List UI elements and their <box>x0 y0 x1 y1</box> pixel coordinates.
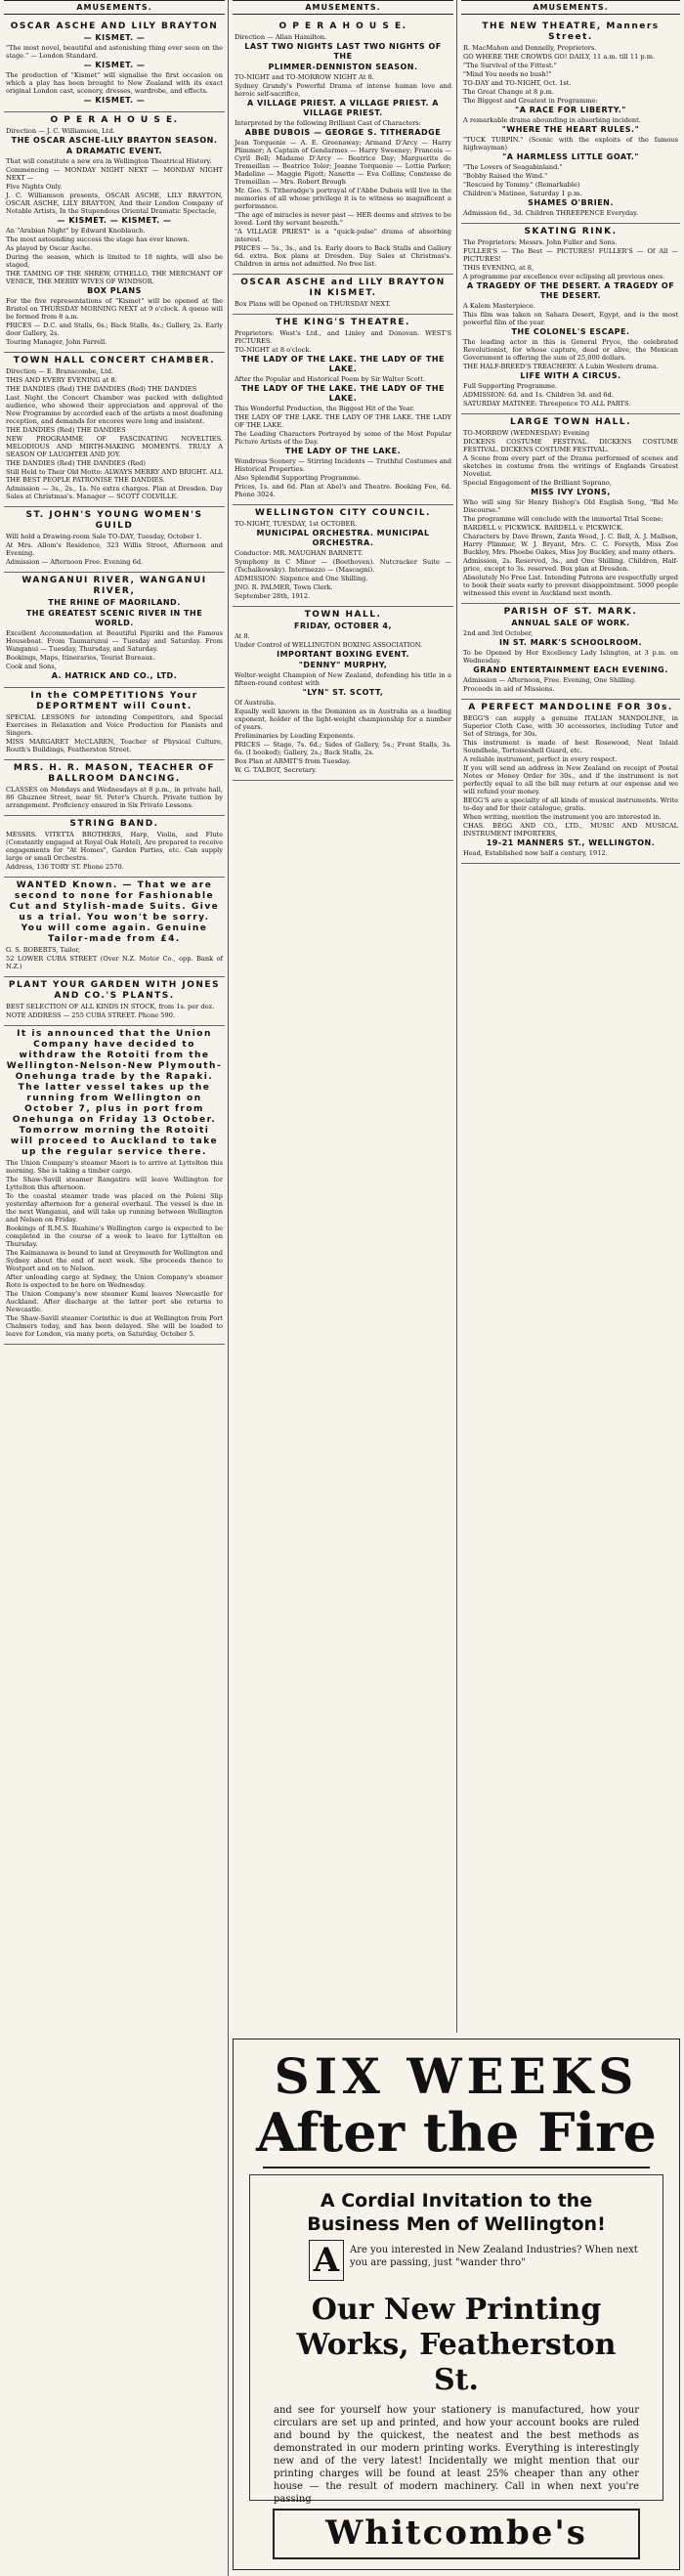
ad-printing-works: Our New Printing Works, Featherston St. <box>296 2293 617 2397</box>
advertisement-kismet <box>4 19 225 112</box>
ad-text: The programme will conclude with the immortal Trial Scene: <box>463 515 663 523</box>
section-header: AMUSEMENTS. <box>4 0 225 15</box>
ad-heading: THE COLONEL'S ESCAPE. <box>511 327 630 336</box>
ad-heading: BOX PLANS <box>87 286 142 295</box>
ad-text: Admission — 3s., 2s., 1s. No extra charges. Plan at Dresden. Day Sales at Christmas's. Manager — SCOTT COLVILLE. <box>6 485 223 500</box>
ad-text: BEGG'S can supply a genuine ITALIAN MANDOLINE, in Superior Cloth Case, with 30 accessories, including Tutor and Set of Strings, for 30s. <box>463 714 678 738</box>
ad-text: Admission 6d., 3d. Children THREEPENCE Everyday. <box>463 209 639 217</box>
ad-text: As played by Oscar Asche. <box>6 244 93 252</box>
column-left <box>4 0 225 2576</box>
ad-heading: ANNUAL SALE OF WORK. <box>511 619 630 627</box>
ad-heading: IN ST. MARK'S SCHOOLROOM. <box>498 638 643 647</box>
ad-heading: ABBE DUBOIS — GEORGE S. TITHERADGE <box>244 128 442 137</box>
ad-text: BEST SELECTION OF ALL KINDS IN STOCK, from 1s. per doz. <box>6 1003 215 1010</box>
ad-text: SATURDAY MATINEE: Threepence TO ALL PARTS. <box>463 400 631 408</box>
column-right <box>461 0 680 2033</box>
ad-heading: PLIMMER-DENNISTON SEASON. <box>268 63 418 71</box>
ad-heading: FRIDAY, OCTOBER 4, <box>293 622 392 630</box>
ad-heading: THE OSCAR ASCHE-LILY BRAYTON SEASON. <box>11 136 218 145</box>
column-middle <box>233 0 453 2033</box>
ad-text: Sydney Grundy's Powerful Drama of intense human love and heroic self-sacrifice, <box>235 82 451 98</box>
ad-text: TO-MORROW (WEDNESDAY) Evening <box>463 429 590 437</box>
ad-text: PRICES — D.C. and Stalls, 6s.; Back Stalls, 4s.; Gallery, 2s. Early door Gallery, 2s. <box>6 322 223 337</box>
ad-title: A PERFECT MANDOLINE FOR 30s. <box>468 703 673 712</box>
ad-title: In the COMPETITIONS Your DEPORTMENT will Count. <box>30 691 198 711</box>
ad-text: "Bobby Raised the Wind." <box>463 172 548 180</box>
ad-text: Symphony in C Minor — (Beethoven). Nutcracker Suite — (Tschaikowsky). Intermezzo — (Mascagni). <box>235 558 451 574</box>
ad-text: Will hold a Drawing-room Sale TO-DAY, Tuesday, October 1. <box>6 533 202 540</box>
ad-text: W. G. TALBOT, Secretary. <box>235 766 318 774</box>
ad-title: WANGANUI RIVER, WANGANUI RIVER, <box>21 576 207 596</box>
ad-text: Proprietors: West's Ltd., and Linley and Donovan. WEST'S PICTURES. <box>235 329 451 345</box>
ad-text: September 28th, 1912. <box>235 592 311 600</box>
ad-title: MRS. H. R. MASON, TEACHER OF BALLROOM DANCING. <box>13 763 216 784</box>
ad-text: DICKENS COSTUME FESTIVAL. DICKENS COSTUME FESTIVAL. DICKENS COSTUME FESTIVAL. <box>463 438 678 453</box>
ad-text: Admission — Afternoon, Free. Evening, One Shilling. <box>463 676 637 684</box>
ad-heading: THE LADY OF THE LAKE. <box>284 447 402 455</box>
ad-text: Bookings of R.M.S. Ruahine's Wellington cargo is expected to be completed in the course of a week to leave for Lyttelton on Thursday. <box>6 1224 223 1248</box>
ad-text: THE LADY OF THE LAKE. THE LADY OF THE LAKE. THE LADY OF THE LAKE. <box>235 413 451 429</box>
ad-text: GO WHERE THE CROWDS GO! DAILY, 11 a.m. till 11 p.m. <box>463 53 656 61</box>
section-header: AMUSEMENTS. <box>233 0 453 15</box>
ad-heading: THE LADY OF THE LAKE. THE LADY OF THE LAKE. <box>240 384 446 403</box>
ad-text: PRICES — Stage, 7s. 6d.; Sides of Gallery, 5s.; Front Stalls, 3s. 6s. (I booked); Gallery, 2s.; Back Stalls, 2s. <box>235 741 451 756</box>
ad-text: THE HALF-BREED'S TREACHERY. A Lubin Western drama. <box>463 363 659 370</box>
ad-text: After unloading cargo at Sydney, the Union Company's steamer Roto is expected to be here on Wednesday. <box>6 1273 223 1289</box>
ad-heading: 19-21 MANNERS ST., WELLINGTON. <box>486 838 656 847</box>
ad-text: Full Supporting Programme. <box>463 382 558 390</box>
ad-title: PARISH OF ST. MARK. <box>503 607 638 617</box>
ad-title: THE KING'S THEATRE. <box>276 318 410 327</box>
ad-heading: — KISMET. — <box>83 96 146 105</box>
ad-text: Mr. Geo. S. Titheradge's portrayal of l'Abbe Dubois will live in the memories of all whose privilege it is to witness so magnificent a performance. <box>235 187 451 210</box>
ad-text: The Union Company's new steamer Kumi leaves Newcastle for Auckland. After discharge at the latter port she returns to Newcastle. <box>6 1290 223 1313</box>
section-header: AMUSEMENTS. <box>461 0 680 15</box>
ad-text: "Rescued by Tommy." (Remarkable) <box>463 181 580 189</box>
ad-text: Head, Established now half a century, 1912. <box>463 849 608 857</box>
ad-heading: MISS IVY LYONS, <box>531 488 611 496</box>
advertisement-town-hall-dandies <box>4 353 225 507</box>
ad-text: Characters by Dave Brown, Zanta Wood, J. C. Bell, A. J. Mallson, Harry Plimmer, W. J. Bryant, Mrs. C. C. Forsyth, Miss Zoe Buckley, Mrs. Phoebe Oakes, Miss Joy Buckley, and many others. <box>463 533 678 556</box>
ad-text: The leading actor in this is General Pryce, the celebrated Revolutionist, for whose capture, dead or alive, the Mexican Government is offering the sum of 25,000 dollars. <box>463 338 678 362</box>
ad-text: Box Plan at ARMIT'S from Tuesday. <box>235 757 351 765</box>
advertisement-boxing <box>233 607 453 781</box>
ad-title: O P E R A H O U S E. <box>50 115 179 125</box>
ad-text: Commencing — MONDAY NIGHT NEXT — MONDAY NIGHT NEXT — <box>6 166 223 182</box>
ad-text: Wondrous Scenery — Stirring Incidents — Truthful Costumes and Historical Properties. <box>235 457 451 473</box>
ad-text: Special Engagement of the Brilliant Soprano, <box>463 479 612 487</box>
ad-headline-six-weeks: SIX WEEKS <box>274 2047 639 2105</box>
ad-text: Admission — Afternoon Free. Evening 6d. <box>6 558 144 566</box>
ad-title: O P E R A H O U S E. <box>278 21 407 31</box>
ad-text: Cook and Sons, <box>6 663 57 670</box>
ad-text: THE DANDIES (Red) THE DANDIES <box>6 426 126 434</box>
ad-text: ADMISSION: Sixpence and One Shilling. <box>235 575 368 582</box>
advertisement-st-johns <box>4 507 225 573</box>
ad-title: OSCAR ASCHE and LILY BRAYTON IN KISMET. <box>240 278 446 298</box>
ad-text: Direction — E. Branscombe, Ltd. <box>6 367 114 375</box>
ad-question-text: Are you interested in New Zealand Industries? When next you are passing, just "wander thro" <box>350 2245 638 2268</box>
ad-text: This film was taken on Sahara Desert, Egypt, and is the most powerful film of the year. <box>463 311 678 326</box>
column-right-body <box>461 19 680 864</box>
ad-text: A remarkable drama abounding in absorbing incident. <box>463 116 641 124</box>
ad-title: ST. JOHN'S YOUNG WOMEN'S GUILD <box>25 510 203 531</box>
ad-text: TO-NIGHT, TUESDAY, 1st OCTOBER. <box>235 520 358 528</box>
ad-text: THE DANDIES (Red) THE DANDIES (Red) <box>6 459 146 467</box>
ad-text: "The most novel, beautiful and astonishing thing ever seen on the stage." — London Standard. <box>6 44 223 60</box>
ad-heading: "A RACE FOR LIBERTY." <box>515 106 626 114</box>
ad-text: To be Opened by Her Excellency Lady Islington, at 3 p.m. on Wednesday. <box>463 649 678 665</box>
advertisement-skating <box>461 224 680 414</box>
ad-text: Box Plans will be Opened on THURSDAY NEXT. <box>235 300 391 308</box>
ad-text: MESSRS. VITETTA BROTHERS, Harp, Violin, and Flute (Constantly engaged at Royal Oak Hotel), Are prepared to receive engagements for "At Homes", Garden Parties, etc. Can supply large or small Orchestra. <box>6 831 223 862</box>
ad-text: Direction — J. C. Williamson, Ltd. <box>6 127 115 135</box>
ad-heading: "A HARMLESS LITTLE GOAT." <box>502 152 639 161</box>
advertisement-parish-st-mark <box>461 604 680 700</box>
ad-text: PRICES — 5s., 3s., and 1s. Early doors to Back Stalls and Gallery 6d. extra. Box plans at Dresden. Day Sales at Christmas's. Children in arms not admitted. No free list. <box>235 244 451 268</box>
ad-text: Bookings, Maps, Itineraries, Tourist Bureaux. <box>6 654 155 662</box>
ad-headline-after-fire: After the Fire <box>256 2101 657 2164</box>
ad-text: Who will sing Sir Henry Bishop's Old English Song, "Bid Me Discourse." <box>463 498 678 514</box>
ad-text: After the Popular and Historical Poem by Sir Walter Scott. <box>235 375 426 383</box>
ad-title: TOWN HALL CONCERT CHAMBER. <box>13 356 216 365</box>
ad-text: Equally well known in the Dominion as in Australia as a leading exponent, holder of the light-weight championship for a number of years. <box>235 708 451 731</box>
ad-text: TO-NIGHT at 8 o'clock. <box>235 346 312 354</box>
ad-heading: — KISMET. — <box>83 33 146 42</box>
ad-text: Conductor: MR. MAUGHAN BARNETT. <box>235 549 363 557</box>
ad-heading: MUNICIPAL ORCHESTRA. MUNICIPAL ORCHESTRA. <box>256 529 430 547</box>
whitcombes-advertisement <box>233 2039 680 2570</box>
ad-text: THIS AND EVERY EVENING at 8. <box>6 376 117 384</box>
ad-text: "The Lovers of Seagabinland." <box>463 163 563 171</box>
ad-heading: GRAND ENTERTAINMENT EACH EVENING. <box>473 665 668 674</box>
ad-text: A programme par excellence ever eclipsing all previous ones. <box>463 273 665 280</box>
ad-text: Five Nights Only. <box>6 183 63 191</box>
ad-text: 2nd and 3rd October, <box>463 629 534 637</box>
ad-text: The Union Company's steamer Maori is to arrive at Lyttelton this morning. She is taking a timber cargo. <box>6 1159 223 1175</box>
column-rule <box>228 0 229 2576</box>
advertisement-wanganui <box>4 573 225 688</box>
ad-text: That will constitute a new era in Wellington Theatrical History. <box>6 157 212 165</box>
advertisement-city-council <box>233 505 453 607</box>
ad-text: Touring Manager, John Farrell. <box>6 338 107 346</box>
ad-text: Also Splendid Supporting Programme. <box>235 474 361 482</box>
ad-text: CLASSES on Mondays and Wednesdays at 8 p.m., in private hall, 86 Ghuznee Street, near St. Peter's Church. Private tuition by arrangement. Proficiency ensured in Six Private Lessons. <box>6 786 223 809</box>
ad-heading: A. HATRICK AND CO., LTD. <box>51 671 178 680</box>
column-rule <box>456 0 457 2033</box>
ad-text: NEW PROGRAMME OF FASCINATING NOVELTIES. MELODIOUS AND MIRTH-MAKING MOMENTS. TRULY A SEASON OF LAUGHTER AND JOY. <box>6 435 223 458</box>
ad-text: An "Arabian Night" by Edward Knoblauch. <box>6 227 146 235</box>
ad-text: 52 LOWER CUBA STREET (Over N.Z. Motor Co., opp. Bank of N.Z.) <box>6 955 223 970</box>
advertisement-mason <box>4 760 225 816</box>
ad-text: Of Australia. <box>235 699 277 707</box>
ad-text: Preliminaries by Leading Exponents. <box>235 732 356 740</box>
ad-heading: "LYN" ST. SCOTT, <box>302 688 384 697</box>
ad-text: BEGG'S are a specialty of all kinds of musical instruments. Write to-day and for their catalogue, gratis. <box>463 796 678 812</box>
ad-text: J. C. Williamson presents, OSCAR ASCHE, LILY BRAYTON, OSCAR ASCHE, LILY BRAYTON, And their London Company of Notable Artists, In the Stupendous Oriental Dramatic Spectacle, <box>6 192 223 215</box>
ad-text: When writing, mention the instrument you are interested in. <box>463 813 662 821</box>
ad-text: THE DANDIES (Red) THE DANDIES (Red) THE DANDIES <box>6 385 197 393</box>
ad-text: This Wonderful Production, the Biggest Hit of the Year. <box>235 405 415 412</box>
ad-heading: THE GREATEST SCENIC RIVER IN THE WORLD. <box>25 609 203 627</box>
ad-text: THIS EVENING, at 8, <box>463 264 534 272</box>
ad-text: NOTE ADDRESS — 255 CUBA STREET. Phone 590. <box>6 1011 175 1019</box>
ad-question <box>274 2241 639 2285</box>
ad-text: The production of "Kismet" will signalise the first occasion on which a play has been brought to New Zealand with its exact original London cast, scenery, dresses, wardrobe, and effects. <box>6 71 223 95</box>
ad-title: THE NEW THEATRE, Manners Street. <box>482 21 660 42</box>
ad-title: STRING BAND. <box>69 819 159 829</box>
ad-text: TO-DAY and TO-NIGHT, Oct. 1st. <box>463 79 572 87</box>
ad-text: ADMISSION: 6d. and 1s. Children 3d. and 6d. <box>463 391 614 399</box>
ad-text: "Mind You needs no bush!" <box>463 70 552 78</box>
ad-text: JNO. R. PALMER, Town Clerk. <box>235 583 333 591</box>
ad-title: WELLINGTON CITY COUNCIL. <box>254 508 432 518</box>
ad-text: "The Survival of the Fittest." <box>463 62 557 69</box>
ad-title: SKATING RINK. <box>524 227 618 236</box>
advertisement-jones-garden <box>4 977 225 1026</box>
ad-text: R. MacMahon and Donnelly, Proprietors. <box>463 44 597 52</box>
ad-text: The Shaw-Savill steamer Corinthic is due at Wellington from Port Chalmers today, and has been delayed. She will be loaded to leave for London, via many ports, on Saturday, October 5. <box>6 1314 223 1338</box>
ad-text: At 8. <box>235 632 250 640</box>
ad-heading: — KISMET. — <box>83 61 146 69</box>
ad-text: Proceeds in aid of Missions. <box>463 685 555 693</box>
ad-heading: A VILLAGE PRIEST. A VILLAGE PRIEST. A VILLAGE PRIEST. <box>247 99 439 117</box>
advertisement-dickens <box>461 414 680 604</box>
ad-text: The most astounding success the stage has ever known. <box>6 236 190 243</box>
ad-text: Jean Torquenie — A. E. Greenaway; Armand D'Arcy — Harry Plimmer; A Captain of Gendarmes — Harry Sweeney; Francois — Cyril Bell; Madame D'Arcy — Beatrice Day; Marguerite de Tremeillan — Beatrice Toler; Jeanne Torquenie — Lottie Parker; Madeline — Maggie Pigott; Nanette — Eva Collins; Comtesse de Tremeillan — Mrs. Robert Brough <box>235 139 451 186</box>
ad-heading: THE RHINE OF MAORILAND. <box>48 598 181 607</box>
ad-text: The Proprietors: Messrs. John Fuller and Sons. <box>463 238 618 246</box>
ad-text: THE TAMING OF THE SHREW, OTHELLO, THE MERCHANT OF VENICE, THE MERRY WIVES OF WINDSOR. <box>6 270 223 285</box>
ad-text: Interpreted by the following Brilliant Cast of Characters: <box>235 119 421 127</box>
ad-inner-frame <box>249 2174 663 2505</box>
ad-heading: A TRAGEDY OF THE DESERT. A TRAGEDY OF THE DESERT. <box>466 281 675 300</box>
advertisement-competitions <box>4 688 225 760</box>
ad-text: The Shaw-Savill steamer Rangatira will leave Wellington for Lyttelton this afternoon. <box>6 1176 223 1191</box>
ad-text: The Biggest and Greatest in Programme: <box>463 97 598 105</box>
column-middle-body <box>233 19 453 781</box>
ad-text: A Scene from every part of the Drama performed of scenes and sketches in costume from the writings of Englands Greatest Novelist. <box>463 454 678 478</box>
ad-text: Last Night the Concert Chamber was packed with delighted audience, who showed their appreciation and approval of the New Programme by accorded each of the artists a most deafening reception, and demands for encores were long and insistent. <box>6 394 223 425</box>
ad-text: A reliable instrument, perfect in every respect. <box>463 755 618 763</box>
advertisement-new-theatre <box>461 19 680 224</box>
advertisement-mandoline <box>461 700 680 864</box>
ad-text: The Leading Characters Portrayed by some of the Most Popular Picture Artists of the Day. <box>235 430 451 446</box>
ad-heading: SHAMES O'BRIEN. <box>528 198 614 207</box>
advertisement-wanted-known <box>4 878 225 977</box>
ad-title: PLANT YOUR GARDEN WITH JONES AND CO.'S PLANTS. <box>8 980 221 1001</box>
ad-text: This instrument is made of best Rosewood, Neat Inlaid Soundhole, Tortoiseshell Guard, etc. <box>463 739 678 754</box>
ad-text: At Mrs. Allom's Residence, 323 Willis Street, Afternoon and Evening. <box>6 541 223 557</box>
ad-text: BARDELL v. PICKWICK. BARDELL v. PICKWICK. <box>463 524 623 532</box>
ad-body-text: and see for yourself how your stationery is manufactured, how your circulars are set up and printed, and how your account books are ruled and bound by the quickest, the neatest and the best methods as demonstrated in our modern printing works. Everything is interestingly new and of the very latest! Incidentally we might mention that our printing charges will be found at least 25% cheaper than any other house — the result of modern machinery. Call in when next you're passing <box>274 2405 639 2505</box>
ad-text: SPECIAL LESSONS for intending Competitors, and Special Exercises in Relaxation and Voice Production for Pianists and Singers. <box>6 713 223 737</box>
advertisement-opera-asche <box>4 112 225 353</box>
column-left-body <box>4 19 225 1345</box>
ad-text: Direction — Allan Hamilton. <box>235 33 327 41</box>
ad-heading: LAST TWO NIGHTS LAST TWO NIGHTS OF THE <box>244 42 442 61</box>
ad-text: TO-NIGHT and TO-MORROW NIGHT At 8. <box>235 73 374 81</box>
ad-text: CHAS. BEGG AND CO., LTD., MUSIC AND MUSICAL INSTRUMENT IMPORTERS, <box>463 822 678 837</box>
ad-text: The Great Change at 8 p.m. <box>463 88 554 96</box>
ad-heading: "WHERE THE HEART RULES." <box>501 125 640 134</box>
ad-heading: LIFE WITH A CIRCUS. <box>520 371 621 380</box>
ad-text: "A VILLAGE PRIEST" is a "quick-pulse" drama of absorbing interest. <box>235 228 451 243</box>
ad-text: To the coastal steamer trade was placed on the Poleni Slip yesterday afternoon for a general overhaul. The vessel is due in the next Wanganui, and will take up running between Wellington and Nelson on Friday. <box>6 1192 223 1224</box>
ad-text: Still Held to Their Old Motto: ALWAYS MERRY AND BRIGHT. ALL THE BEST PEOPLE PATRONISE THE DANDIES. <box>6 468 223 484</box>
ad-title: TOWN HALL. <box>304 610 382 620</box>
ad-text: G. S. ROBERTS, Tailor, <box>6 946 80 954</box>
advertisement-string-band <box>4 816 225 878</box>
advertisement-kings-theatre <box>233 315 453 505</box>
ad-text: Under Control of WELLINGTON BOXING ASSOCIATION. <box>235 641 423 649</box>
ad-heading: THE LADY OF THE LAKE. THE LADY OF THE LAKE. <box>240 355 446 373</box>
ad-heading: — KISMET. — KISMET. — <box>57 216 172 225</box>
ad-text: "TUCK TURPIN." (Scenic with the exploits of the famous highwayman) <box>463 136 678 151</box>
ad-text: MISS MARGARET McCLAREN, Teacher of Physical Culture, Routh's Buildings, Featherston Street. <box>6 738 223 753</box>
ad-text: During the season, which is limited to 18 nights, will also be staged, <box>6 253 223 269</box>
ad-text: Excellent Accommodation at Beautiful Pipiriki and the Famous Houseboat. From Taumarunui — Tuesday and Saturday. From Wanganui — Tuesday, Thursday, and Saturday. <box>6 629 223 653</box>
ad-text: Welter-weight Champion of New Zealand, defending his title in a fifteen-round contest with <box>235 671 451 687</box>
ad-title: LARGE TOWN HALL. <box>509 417 632 427</box>
drop-cap: A <box>309 2240 344 2281</box>
ad-heading: "DENNY" MURPHY, <box>298 661 388 669</box>
ad-text: Absolutely No Free List. Intending Patrons are respectfully urged to book their seats early to prevent disappointment. 5000 people witnessed this event in Auckland next month. <box>463 574 678 597</box>
ad-divider <box>263 2167 650 2168</box>
ad-text: For the five representations of "Kismet" will be opened at the Bristol on THURSDAY MORNING NEXT at 9 o'clock. A queue will be formed from 8 a.m. <box>6 297 223 321</box>
ad-heading: A DRAMATIC EVENT. <box>65 147 163 155</box>
ad-text: Children's Matinee, Saturday 1 p.m. <box>463 190 582 197</box>
ad-text: Address, 136 TORY ST. Phone 2570. <box>6 863 124 871</box>
ad-footer-brand: Whitcombe's <box>273 2509 640 2559</box>
advertisement-shipping <box>4 1026 225 1345</box>
ad-text: Prices, 1s. and 6d. Plan at Abel's and Theatre. Booking Fee, 6d. Phone 3024. <box>235 483 451 498</box>
advertisement-asche-notice <box>233 275 453 315</box>
ad-text: If you will send an address in New Zealand on receipt of Postal Notes or Money Order for 30s., and if the instrument is not perfectly equal to all the bill may return at our expense and we will refund your money. <box>463 764 678 795</box>
ad-text: The Kaimanawa is bound to land at Greymouth for Wellington and Sydney about the end of next week. She proceeds thence to Westport and on to Nelson. <box>6 1249 223 1272</box>
ad-heading: IMPORTANT BOXING EVENT. <box>277 650 409 659</box>
ad-title: WANTED Known. — That we are second to none for Fashionable Cut and Stylish-made Suits. Give us a trial. You won't be sorry. You will come again. Genuine Tailor-made from £4. <box>9 880 220 944</box>
ad-invitation: A Cordial Invitation to the Business Men of Wellington! <box>307 2190 606 2235</box>
ad-title: OSCAR ASCHE AND LILY BRAYTON <box>10 21 219 31</box>
ad-text: Admission, 2s. Reserved, 3s., and One Shilling. Children, Half-price, except to 3s. reserved. Box plan at Dresden. <box>463 557 678 573</box>
ad-text: "The age of miracles is never past — HER deems and strives to be loved. Lord thy servant heareth." <box>235 211 451 227</box>
ad-text: A Kalem Masterpiece. <box>463 302 535 310</box>
advertisement-opera-plimmer <box>233 19 453 275</box>
ad-text: FULLER'S — The Best — PICTURES! FULLER'S — Of All — PICTURES! <box>463 247 678 263</box>
ad-title: It is announced that the Union Company have decided to withdraw the Rotoiti from the Wellington-Nelson-New Plymouth-Onehunga trade by the Rapaki. The latter vessel takes up the running from Wellington on October 7, plus in port from Onehunga on Friday 13 October. Tomorrow morning the Rotoiti will proceed to Auckland to take up the regular service there. <box>6 1029 223 1157</box>
